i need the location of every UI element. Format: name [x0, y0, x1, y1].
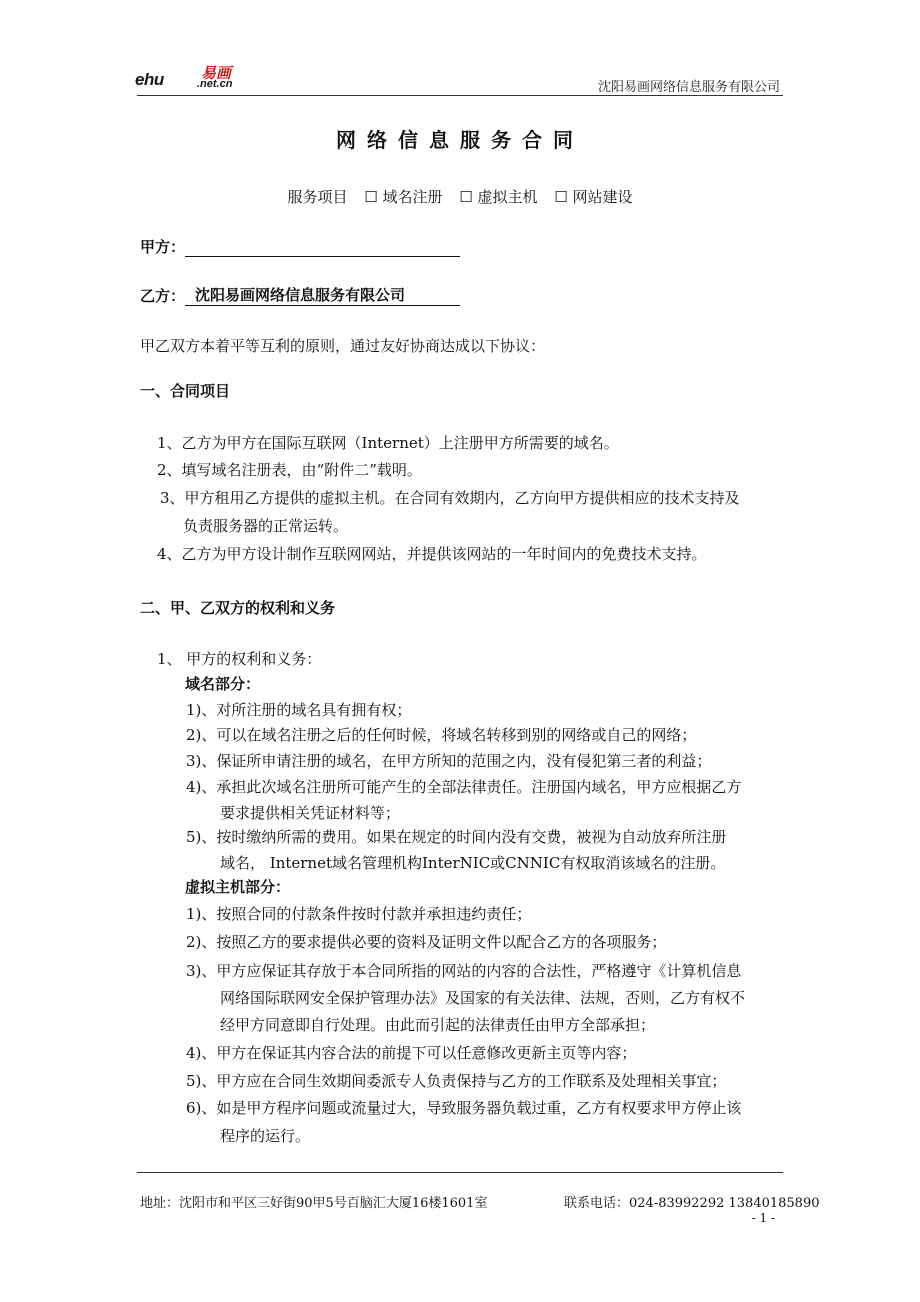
service-option-hosting[interactable]: ☐ 虚拟主机	[459, 188, 538, 206]
logo-domain: .net.cn	[197, 78, 233, 90]
party-b-label: 乙方：	[140, 287, 186, 305]
party-a-field[interactable]	[185, 240, 460, 257]
party-b-value: 沈阳易画网络信息服务有限公司	[185, 284, 460, 306]
domain-item: 1)、对所注册的域名具有拥有权；	[186, 701, 412, 719]
host-item: 2)、按照乙方的要求提供必要的资料及证明文件以配合乙方的各项服务；	[186, 933, 667, 951]
host-item-cont: 经甲方同意即自行处理。由此而引起的法律责任由甲方全部承担；	[220, 1016, 656, 1034]
host-subheading: 虚拟主机部分：	[185, 878, 291, 896]
section1-item: 3、甲方租用乙方提供的虚拟主机。在合同有效期内，乙方向甲方提供相应的技术支持及	[160, 489, 740, 507]
footer-phone: 联系电话：024-83992292 13840185890	[564, 1196, 820, 1211]
domain-item: 4)、承担此次域名注册所可能产生的全部法律责任。注册国内域名，甲方应根据乙方	[186, 778, 742, 796]
services-label: 服务项目	[287, 188, 348, 206]
section1-heading: 一、合同项目	[140, 382, 231, 400]
intro-text: 甲乙双方本着平等互利的原则，通过友好协商达成以下协议：	[140, 337, 546, 355]
footer-address: 地址：沈阳市和平区三好街90甲5号百脑汇大厦16楼1601室	[140, 1196, 488, 1211]
domain-item: 5)、按时缴纳所需的费用。如果在规定的时间内没有交费，被视为自动放弃所注册	[186, 828, 727, 846]
domain-item: 2)、可以在域名注册之后的任何时候，将域名转移到别的网络或自己的网络；	[186, 726, 697, 744]
party-a	[140, 236, 460, 257]
company-logo	[135, 66, 245, 92]
section2-sub1: 1、 甲方的权利和义务：	[157, 650, 322, 668]
domain-subheading: 域名部分：	[185, 675, 261, 693]
header-divider	[137, 95, 783, 96]
host-item-cont: 程序的运行。	[220, 1127, 311, 1145]
host-item-cont: 网络国际联网安全保护管理办法》及国家的有关法律、法规，否则，乙方有权不	[220, 989, 746, 1007]
section1-item: 4、乙方为甲方设计制作互联网网站，并提供该网站的一年时间内的免费技术支持。	[157, 545, 707, 563]
party-a-label: 甲方：	[140, 238, 186, 256]
document-title: 网络信息服务合同	[336, 128, 584, 152]
party-b	[140, 284, 460, 306]
header-company-name: 沈阳易画网络信息服务有限公司	[597, 80, 780, 95]
logo-text-cn: 易画	[201, 64, 232, 82]
section1-item: 2、填写域名注册表，由“附件二”载明。	[157, 461, 422, 479]
footer-divider	[137, 1172, 783, 1173]
service-option-domain[interactable]: ☐ 域名注册	[364, 188, 443, 206]
host-item: 4)、甲方在保证其内容合法的前提下可以任意修改更新主页等内容；	[186, 1044, 637, 1062]
domain-item-cont: 域名， Internet域名管理机构InterNIC或CNNIC有权取消该域名的注册。	[220, 854, 726, 872]
domain-item: 3)、保证所申请注册的域名，在甲方所知的范围之内，没有侵犯第三者的利益；	[186, 752, 712, 770]
host-item: 1)、按照合同的付款条件按时付款并承担违约责任；	[186, 905, 532, 923]
host-item: 5)、甲方应在合同生效期间委派专人负责保持与乙方的工作联系及处理相关事宜；	[186, 1072, 727, 1090]
page-number: - 1 -	[751, 1211, 775, 1225]
section1-item: 1、乙方为甲方在国际互联网（Internet）上注册甲方所需要的域名。	[157, 434, 619, 452]
host-item: 3)、甲方应保证其存放于本合同所指的网站的内容的合法性，严格遵守《计算机信息	[186, 962, 742, 980]
domain-item-cont: 要求提供相关凭证材料等；	[220, 804, 401, 822]
logo-text-en: ehu	[135, 70, 164, 89]
service-option-website[interactable]: ☐ 网站建设	[554, 188, 633, 206]
service-options	[0, 186, 920, 207]
section1-item-cont: 负责服务器的正常运转。	[183, 517, 349, 535]
host-item: 6)、如是甲方程序问题或流量过大，导致服务器负载过重，乙方有权要求甲方停止该	[186, 1099, 742, 1117]
section2-heading: 二、甲、乙双方的权利和义务	[140, 599, 336, 617]
